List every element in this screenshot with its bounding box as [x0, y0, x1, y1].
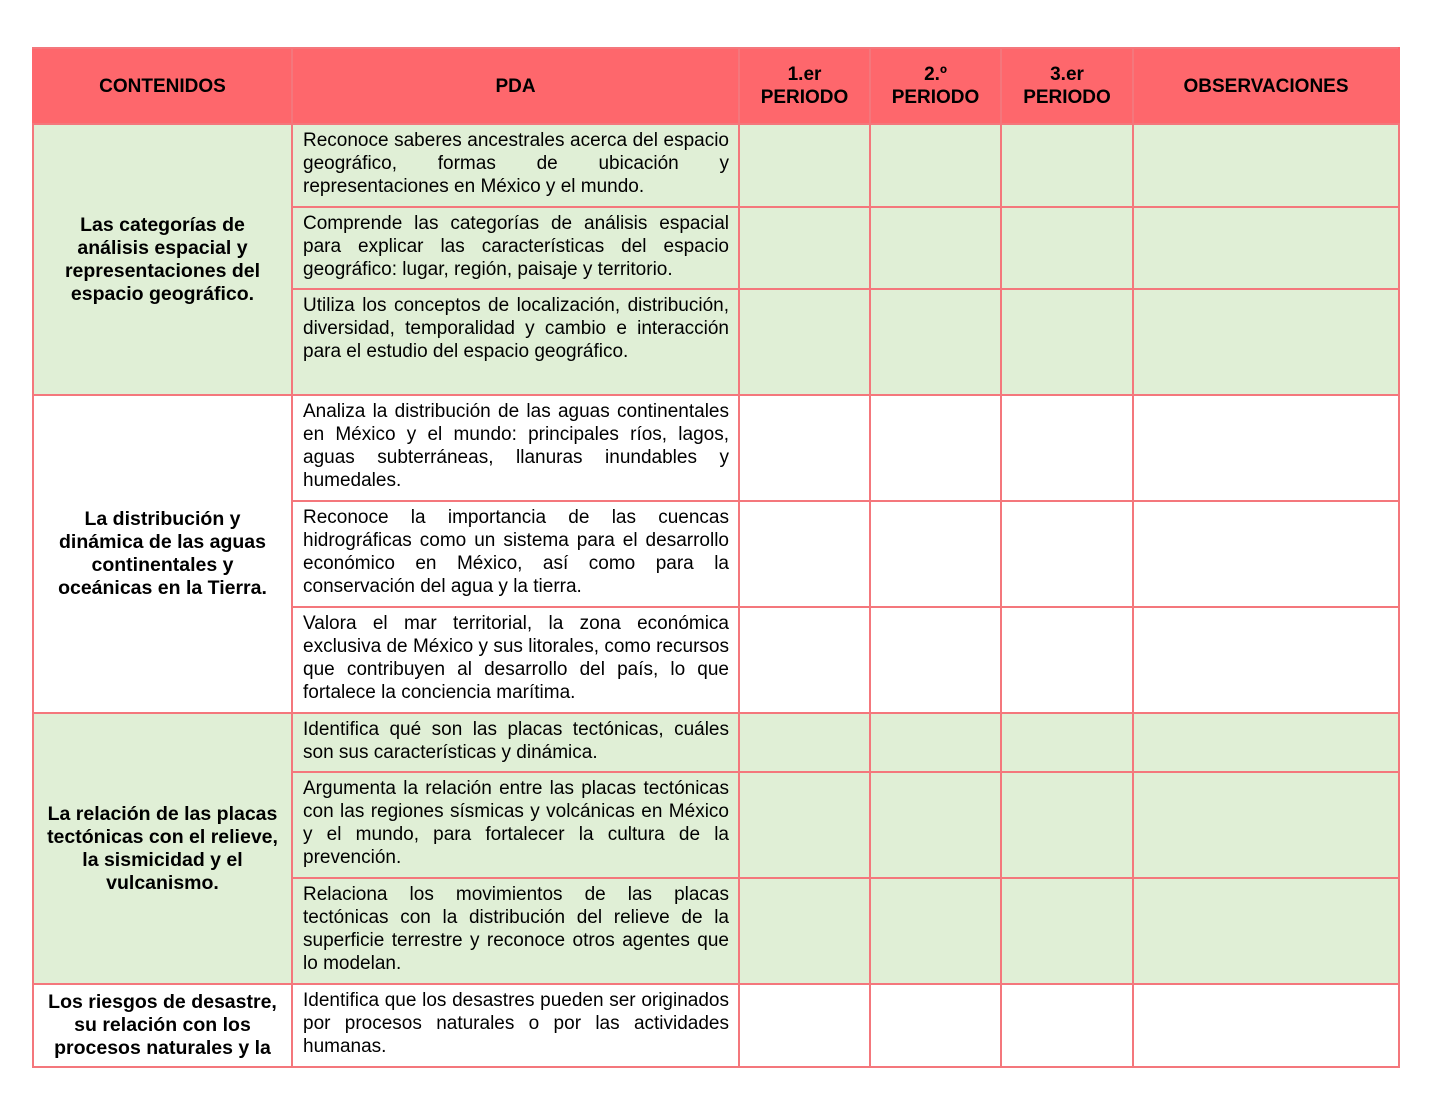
contenido-cell: Los riesgos de desastre, su relación con los procesos naturales y la [33, 984, 292, 1067]
period-3-cell[interactable] [1001, 207, 1133, 289]
period-3-cell[interactable] [1001, 501, 1133, 607]
contenido-cell: La distribución y dinámica de las aguas continentales y oceánicas en la Tierra. [33, 395, 292, 713]
table-row [33, 395, 1399, 501]
observaciones-cell[interactable] [1133, 607, 1399, 713]
observaciones-cell[interactable] [1133, 207, 1399, 289]
period-1-cell[interactable] [739, 207, 870, 289]
header-period-1 [739, 48, 870, 124]
period-3-cell[interactable] [1001, 395, 1133, 501]
period-2-cell[interactable] [870, 607, 1001, 713]
period-2-cell[interactable] [870, 289, 1001, 395]
header-row [33, 48, 1399, 124]
period-3-cell[interactable] [1001, 289, 1133, 395]
pda-cell: Valora el mar territorial, la zona económica exclusiva de México y sus litorales, como recursos que contribuyen al desarrollo del país, lo que fortalece la conciencia marítima. [292, 607, 739, 713]
contenido-cell: Las categorías de análisis espacial y representaciones del espacio geográfico. [33, 124, 292, 395]
header-period-3-line2: PERIODO [1023, 87, 1111, 108]
header-period-2-line1: 2.º [924, 64, 947, 85]
observaciones-cell[interactable] [1133, 984, 1399, 1067]
observaciones-cell[interactable] [1133, 289, 1399, 395]
header-period-3-line1: 3.er [1050, 64, 1084, 85]
period-3-cell[interactable] [1001, 984, 1133, 1067]
period-2-cell[interactable] [870, 124, 1001, 207]
period-1-cell[interactable] [739, 713, 870, 772]
observaciones-cell[interactable] [1133, 395, 1399, 501]
period-1-cell[interactable] [739, 289, 870, 395]
period-2-cell[interactable] [870, 772, 1001, 878]
period-2-cell[interactable] [870, 878, 1001, 984]
pda-cell: Identifica que los desastres pueden ser originados por procesos naturales o por las actividades humanas. [292, 984, 739, 1067]
period-1-cell[interactable] [739, 501, 870, 607]
period-3-cell[interactable] [1001, 772, 1133, 878]
header-period-3 [1001, 48, 1133, 124]
pda-cell: Argumenta la relación entre las placas tectónicas con las regiones sísmicas y volcánicas en México y el mundo, para fortalecer la cultura de la prevención. [292, 772, 739, 878]
observaciones-cell[interactable] [1133, 713, 1399, 772]
header-period-2 [870, 48, 1001, 124]
period-2-cell[interactable] [870, 207, 1001, 289]
period-1-cell[interactable] [739, 878, 870, 984]
table-row [33, 124, 1399, 207]
pda-cell: Reconoce saberes ancestrales acerca del espacio geográfico, formas de ubicación y representaciones en México y el mundo. [292, 124, 739, 207]
period-3-cell[interactable] [1001, 607, 1133, 713]
period-1-cell[interactable] [739, 984, 870, 1067]
pda-cell: Utiliza los conceptos de localización, distribución, diversidad, temporalidad y cambio e interacción para el estudio del espacio geográfico. [292, 289, 739, 395]
pda-cell: Comprende las categorías de análisis espacial para explicar las características del espacio geográfico: lugar, región, paisaje y territorio. [292, 207, 739, 289]
period-1-cell[interactable] [739, 395, 870, 501]
pda-cell: Identifica qué son las placas tectónicas, cuáles son sus características y dinámica. [292, 713, 739, 772]
period-3-cell[interactable] [1001, 878, 1133, 984]
period-1-cell[interactable] [739, 124, 870, 207]
period-2-cell[interactable] [870, 984, 1001, 1067]
header-period-1-line2: PERIODO [760, 87, 849, 108]
observaciones-cell[interactable] [1133, 772, 1399, 878]
period-2-cell[interactable] [870, 501, 1001, 607]
period-1-cell[interactable] [739, 772, 870, 878]
pda-cell: Relaciona los movimientos de las placas tectónicas con la distribución del relieve de la superficie terrestre y reconoce otros agentes que lo modelan. [292, 878, 739, 984]
period-2-cell[interactable] [870, 713, 1001, 772]
header-period-2-line2: PERIODO [891, 87, 980, 108]
observaciones-cell[interactable] [1133, 501, 1399, 607]
table-row [33, 713, 1399, 772]
header-observaciones: OBSERVACIONES [1133, 48, 1399, 124]
observaciones-cell[interactable] [1133, 878, 1399, 984]
pda-cell: Reconoce la importancia de las cuencas hidrográficas como un sistema para el desarrollo económico en México, así como para la conservación del agua y la tierra. [292, 501, 739, 607]
table-row [33, 984, 1399, 1067]
period-3-cell[interactable] [1001, 713, 1133, 772]
period-1-cell[interactable] [739, 607, 870, 713]
period-2-cell[interactable] [870, 395, 1001, 501]
header-period-1-line1: 1.er [787, 64, 822, 85]
pda-evaluation-table [32, 47, 1400, 1068]
pda-cell: Analiza la distribución de las aguas continentales en México y el mundo: principales ríos, lagos, aguas subterráneas, llanuras inundables y humedales. [292, 395, 739, 501]
header-contenidos: CONTENIDOS [33, 48, 292, 124]
observaciones-cell[interactable] [1133, 124, 1399, 207]
header-pda: PDA [292, 48, 739, 124]
period-3-cell[interactable] [1001, 124, 1133, 207]
contenido-cell: La relación de las placas tectónicas con el relieve, la sismicidad y el vulcanismo. [33, 713, 292, 984]
